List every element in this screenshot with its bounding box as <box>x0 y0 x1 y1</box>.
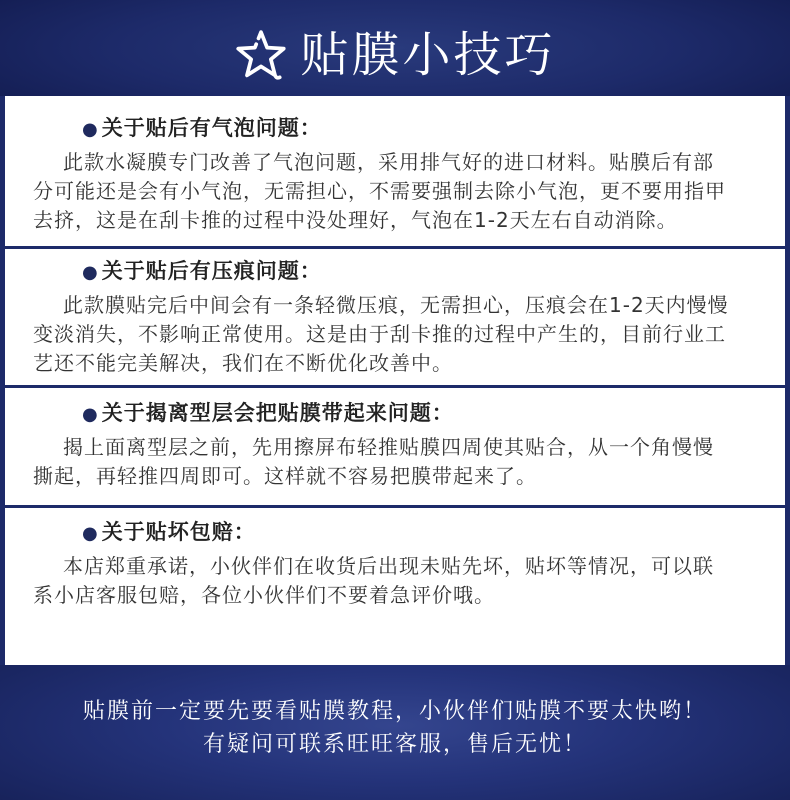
bullet-icon: ● <box>82 523 99 544</box>
body-line: 艺还不能完美解决，我们在不断优化改善中。 <box>33 351 453 375</box>
star-outline-icon <box>234 28 288 82</box>
bullet-icon: ● <box>82 119 99 140</box>
section-title <box>5 256 785 288</box>
body-line: 分可能还是会有小气泡，无需担心，不需要强制去除小气泡，更不要用指甲 <box>33 179 726 203</box>
section-title-text: 关于贴后有压痕问题： <box>101 259 322 283</box>
footer-line: 有疑问可联系旺旺客服，售后无忧！ <box>202 732 587 757</box>
section-title-text: 关于揭离型层会把贴膜带起来问题： <box>101 401 454 425</box>
section-title <box>5 398 785 430</box>
body-line: 揭上面离型层之前，先用擦屏布轻推贴膜四周使其贴合，从一个角慢慢 <box>63 435 714 459</box>
section-title-text: 关于贴后有气泡问题： <box>101 116 322 140</box>
body-line: 此款膜贴完后中间会有一条轻微压痕，无需担心，压痕会在1-2天内慢慢 <box>63 293 729 317</box>
tip-section-indentation <box>5 249 785 385</box>
bullet-icon: ● <box>82 404 99 425</box>
tip-section-release-layer <box>5 388 785 505</box>
section-title <box>5 517 785 549</box>
footer-line: 贴膜前一定要先要看贴膜教程，小伙伴们贴膜不要太快哟！ <box>82 699 707 724</box>
page-title: 贴膜小技巧 <box>300 27 556 83</box>
tip-section-damage-compensation <box>5 508 785 665</box>
body-line: 此款水凝膜专门改善了气泡问题，采用排气好的进口材料。贴膜后有部 <box>63 150 714 174</box>
page-header <box>0 0 790 96</box>
tip-section-bubbles <box>5 96 785 246</box>
body-line: 系小店客服包赔，各位小伙伴们不要着急评价哦。 <box>33 583 495 607</box>
section-title <box>5 113 785 145</box>
body-line: 变淡消失，不影响正常使用。这是由于刮卡推的过程中产生的，目前行业工 <box>33 322 726 346</box>
page-footer <box>0 665 790 800</box>
body-line: 本店郑重承诺，小伙伴们在收货后出现未贴先坏，贴坏等情况，可以联 <box>63 554 714 578</box>
bullet-icon: ● <box>82 262 99 283</box>
section-title-text: 关于贴坏包赔： <box>101 520 256 544</box>
body-line: 撕起，再轻推四周即可。这样就不容易把膜带起来了。 <box>33 464 537 488</box>
body-line: 去挤，这是在刮卡推的过程中没处理好，气泡在1-2天左右自动消除。 <box>33 208 678 232</box>
